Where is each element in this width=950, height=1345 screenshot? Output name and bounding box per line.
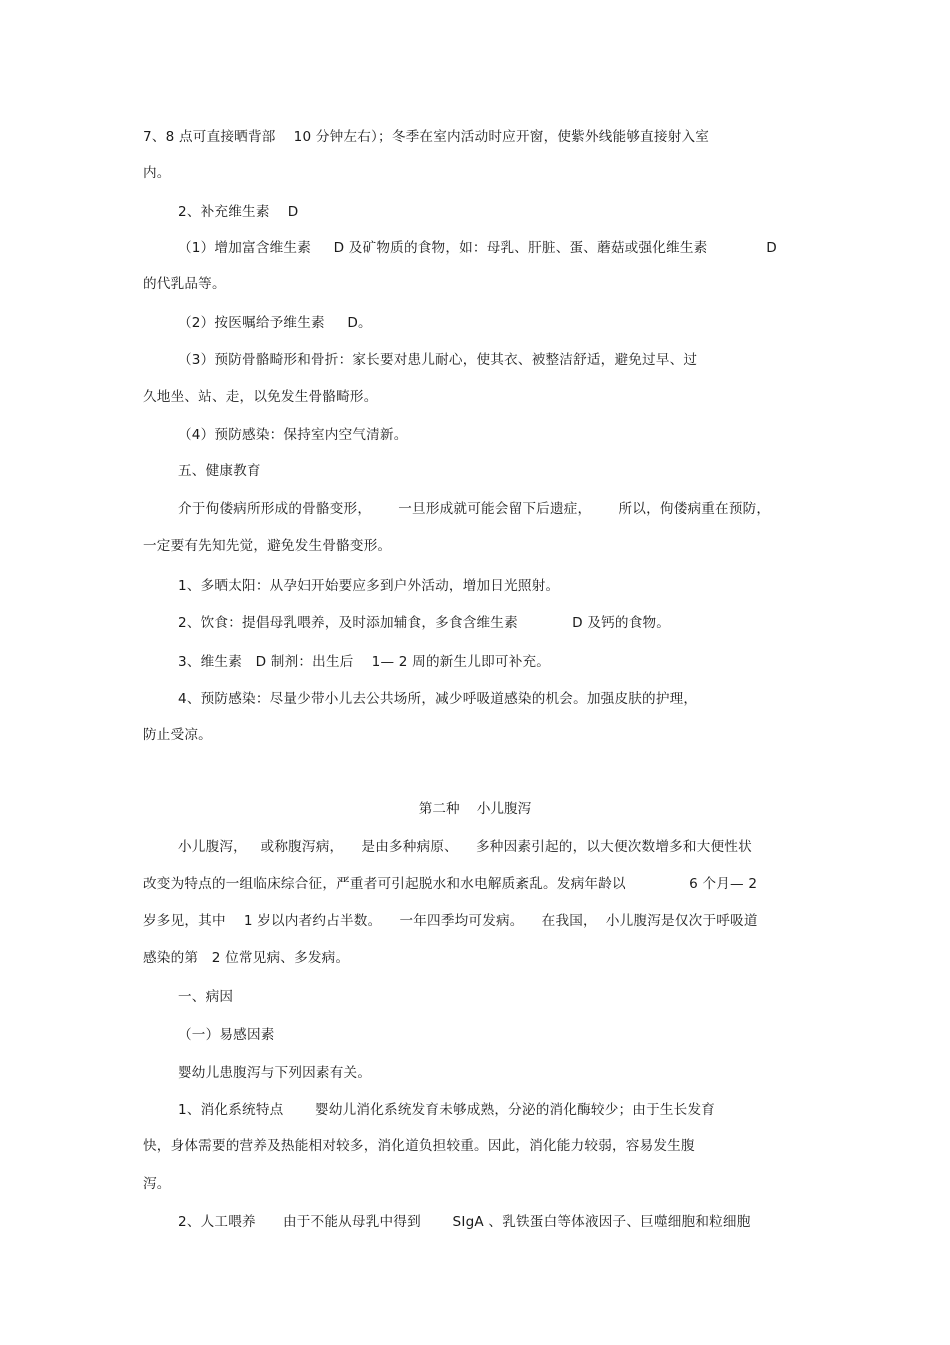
text-line: 婴幼儿患腹泻与下列因素有关。 — [178, 1065, 372, 1081]
text-line: 一定要有先知先觉，避免发生骨骼变形。 — [143, 538, 392, 554]
text-line: 内。 — [143, 165, 171, 181]
text-line: 1、多晒太阳：从孕妇开始要应多到户外活动，增加日光照射。 — [178, 578, 560, 594]
text-line: 4、预防感染：尽量少带小儿去公共场所，减少呼吸道感染的机会。加强皮肤的护理， — [178, 691, 698, 707]
text-line: 感染的第 2 位常见病、多发病。 — [143, 950, 350, 966]
text-line: （2）按医嘱给予维生素 D。 — [178, 315, 372, 331]
subsection-heading: （一）易感因素 — [178, 1027, 275, 1043]
text-line: 泻。 — [143, 1176, 171, 1192]
text-line: （1）增加富含维生素 D 及矿物质的食物，如：母乳、肝脏、蛋、蘑菇或强化维生素 D — [178, 240, 777, 256]
text-line: 久地坐、站、走，以免发生骨骼畸形。 — [143, 389, 378, 405]
text-line: 防止受凉。 — [143, 727, 212, 743]
text-line: 2、饮食：提倡母乳喂养，及时添加辅食，多食含维生素 D 及钙的食物。 — [178, 615, 671, 631]
text-line: 小儿腹泻， 或称腹泻病， 是由多种病原、 多种因素引起的，以大便次数增多和大便性状 — [178, 839, 752, 855]
chapter-title: 第二种 小儿腹泻 — [418, 801, 532, 817]
text-line: 的代乳品等。 — [143, 276, 226, 292]
text-line: （3）预防骨骼畸形和骨折：家长要对患儿耐心，使其衣、被整洁舒适，避免过早、过 — [178, 352, 698, 368]
text-line: 3、维生素 D 制剂：出生后 1— 2 周的新生儿即可补充。 — [178, 654, 551, 670]
text-line: 2、补充维生素 D — [178, 204, 299, 220]
text-line: 介于佝偻病所形成的骨骼变形， 一旦形成就可能会留下后遗症， 所以，佝偻病重在预防， — [178, 501, 771, 517]
text-line: （4）预防感染：保持室内空气清新。 — [178, 427, 408, 443]
text-line: 快，身体需要的营养及热能相对较多，消化道负担较重。因此，消化能力较弱，容易发生腹 — [143, 1138, 695, 1154]
text-line: 改变为特点的一组临床综合征，严重者可引起脱水和水电解质紊乱。发病年龄以 6 个月— 2 — [143, 876, 758, 892]
text-line: 2、人工喂养 由于不能从母乳中得到 SIgA 、乳铁蛋白等体液因子、巨噬细胞和粒细胞 — [178, 1214, 751, 1230]
text-line: 1、消化系统特点 婴幼儿消化系统发育未够成熟，分泌的消化酶较少；由于生长发育 — [178, 1102, 716, 1118]
text-line: 岁多见，其中 1 岁以内者约占半数。 一年四季均可发病。 在我国， 小儿腹泻是仅次于呼吸道 — [143, 913, 758, 929]
text-line: 7、8 点可直接晒背部 10 分钟左右）；冬季在室内活动时应开窗，使紫外线能够直接射入室 — [143, 129, 710, 145]
section-heading: 五、健康教育 — [178, 463, 261, 479]
section-heading: 一、病因 — [178, 989, 234, 1005]
